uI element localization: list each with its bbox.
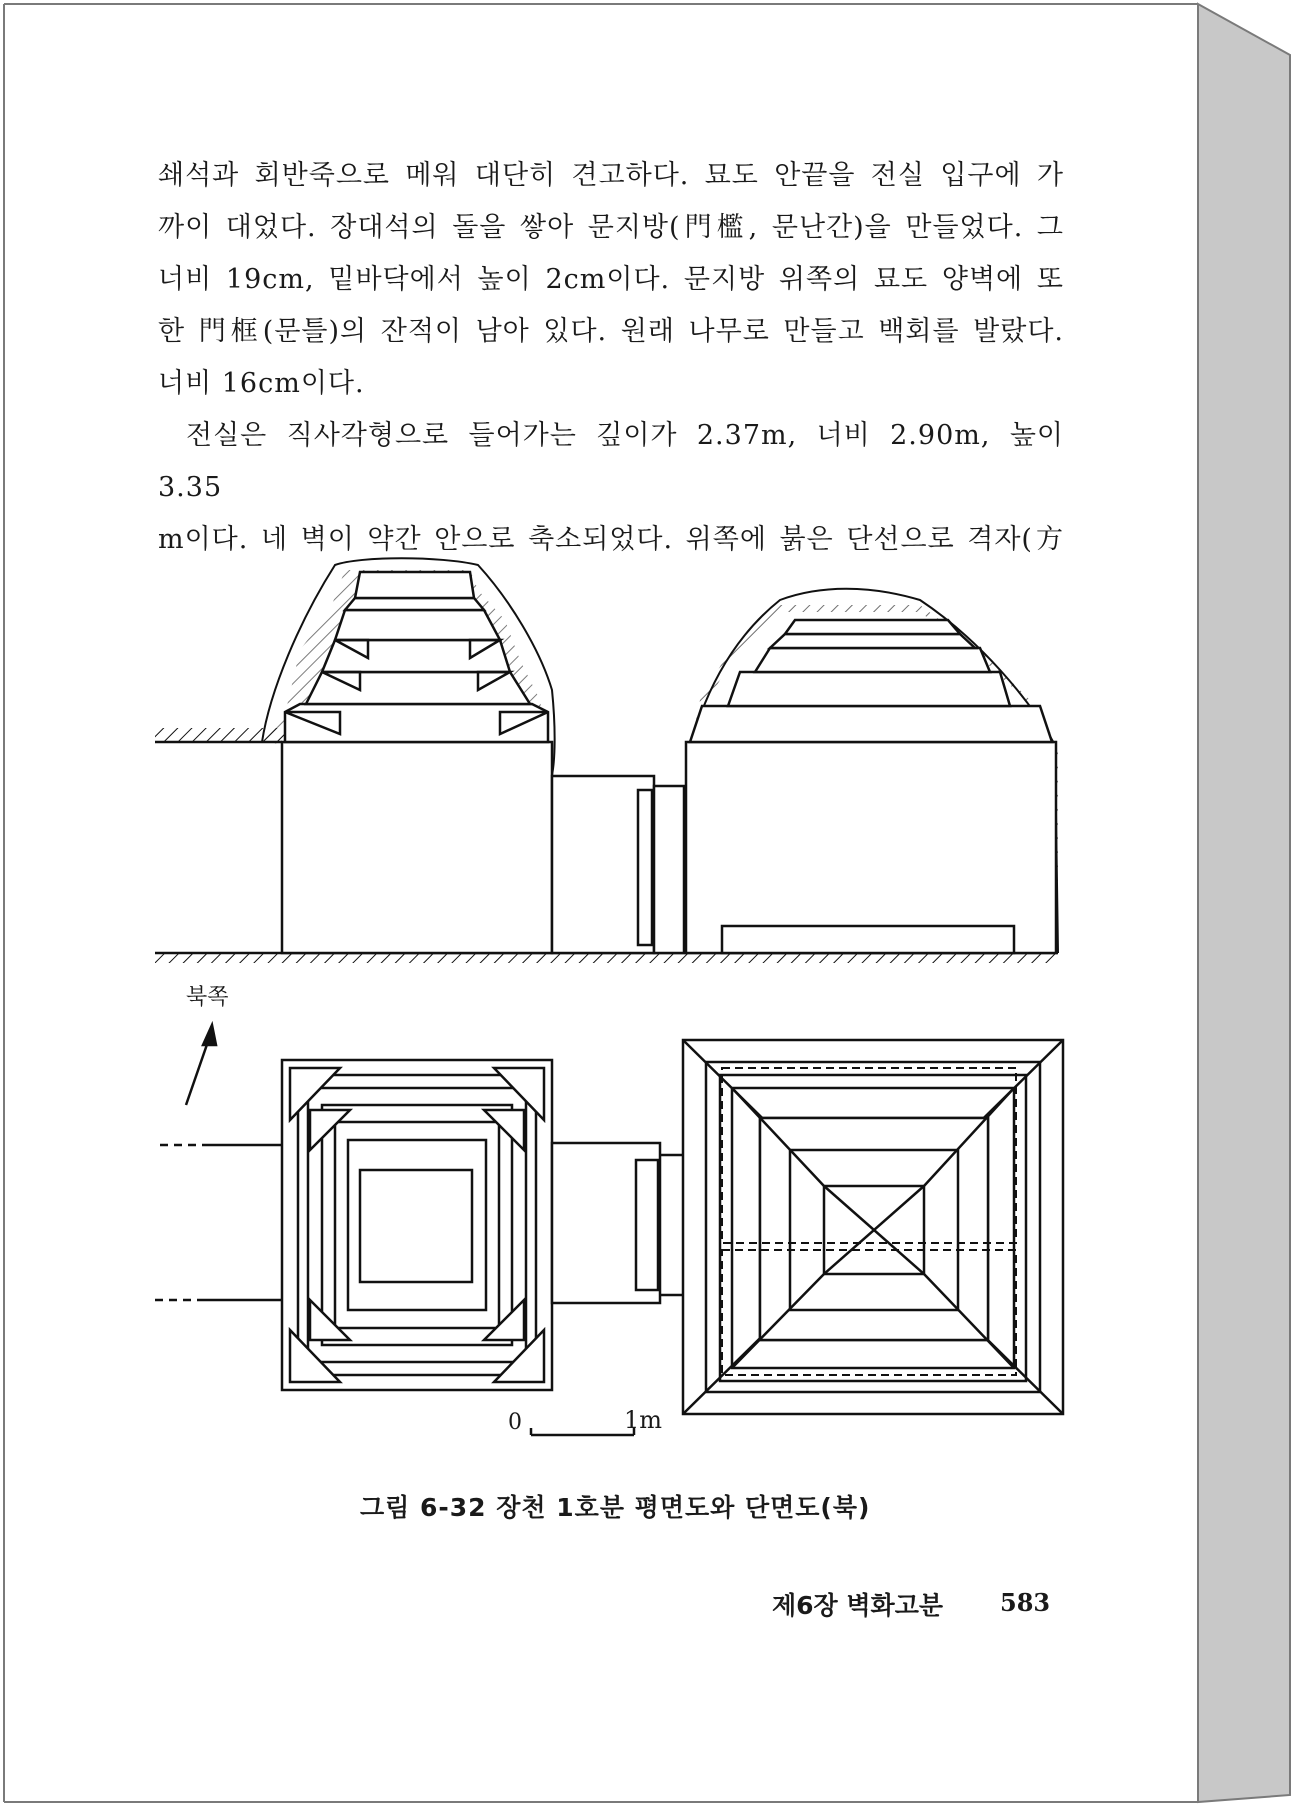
text-line: 까이 대었다. 장대석의 돌을 쌓아 문지방(門檻, 문난간)을 만들었다. 그 (158, 212, 1064, 243)
text-line: m이다. 네 벽이 약간 안으로 축소되었다. 위쪽에 붉은 단선으로 격자(方 (158, 524, 1064, 555)
scale-bar (531, 1428, 634, 1435)
text-line: 전실은 직사각형으로 들어가는 깊이가 2.37m, 너비 2.90m, 높이 3.35 (158, 420, 1064, 503)
scale-label-zero: 0 (508, 1410, 522, 1435)
text-line: 너비 16cm이다. (158, 368, 365, 399)
scale-label-one-meter: 1m (624, 1406, 663, 1434)
text-line: 너비 19cm, 밑바닥에서 높이 2cm이다. 문지방 위쪽의 묘도 양벽에 또 (158, 264, 1064, 295)
page-number: 583 (1000, 1588, 1051, 1617)
text-line: 한 門框(문틀)의 잔적이 남아 있다. 원래 나무로 만들고 백회를 발랐다. (158, 316, 1064, 347)
running-footer-chapter: 제6장 벽화고분 (772, 1591, 943, 1620)
north-arrow-icon (186, 1025, 216, 1105)
plan-view (155, 1040, 1063, 1414)
north-label: 북쪽 (186, 985, 229, 1010)
figure-caption: 그림 6-32 장천 1호분 평면도와 단면도(북) (360, 1493, 871, 1522)
text-line: 쇄석과 회반죽으로 메워 대단히 견고하다. 묘도 안끝을 전실 입구에 가 (158, 160, 1064, 191)
section-view (155, 558, 1058, 963)
